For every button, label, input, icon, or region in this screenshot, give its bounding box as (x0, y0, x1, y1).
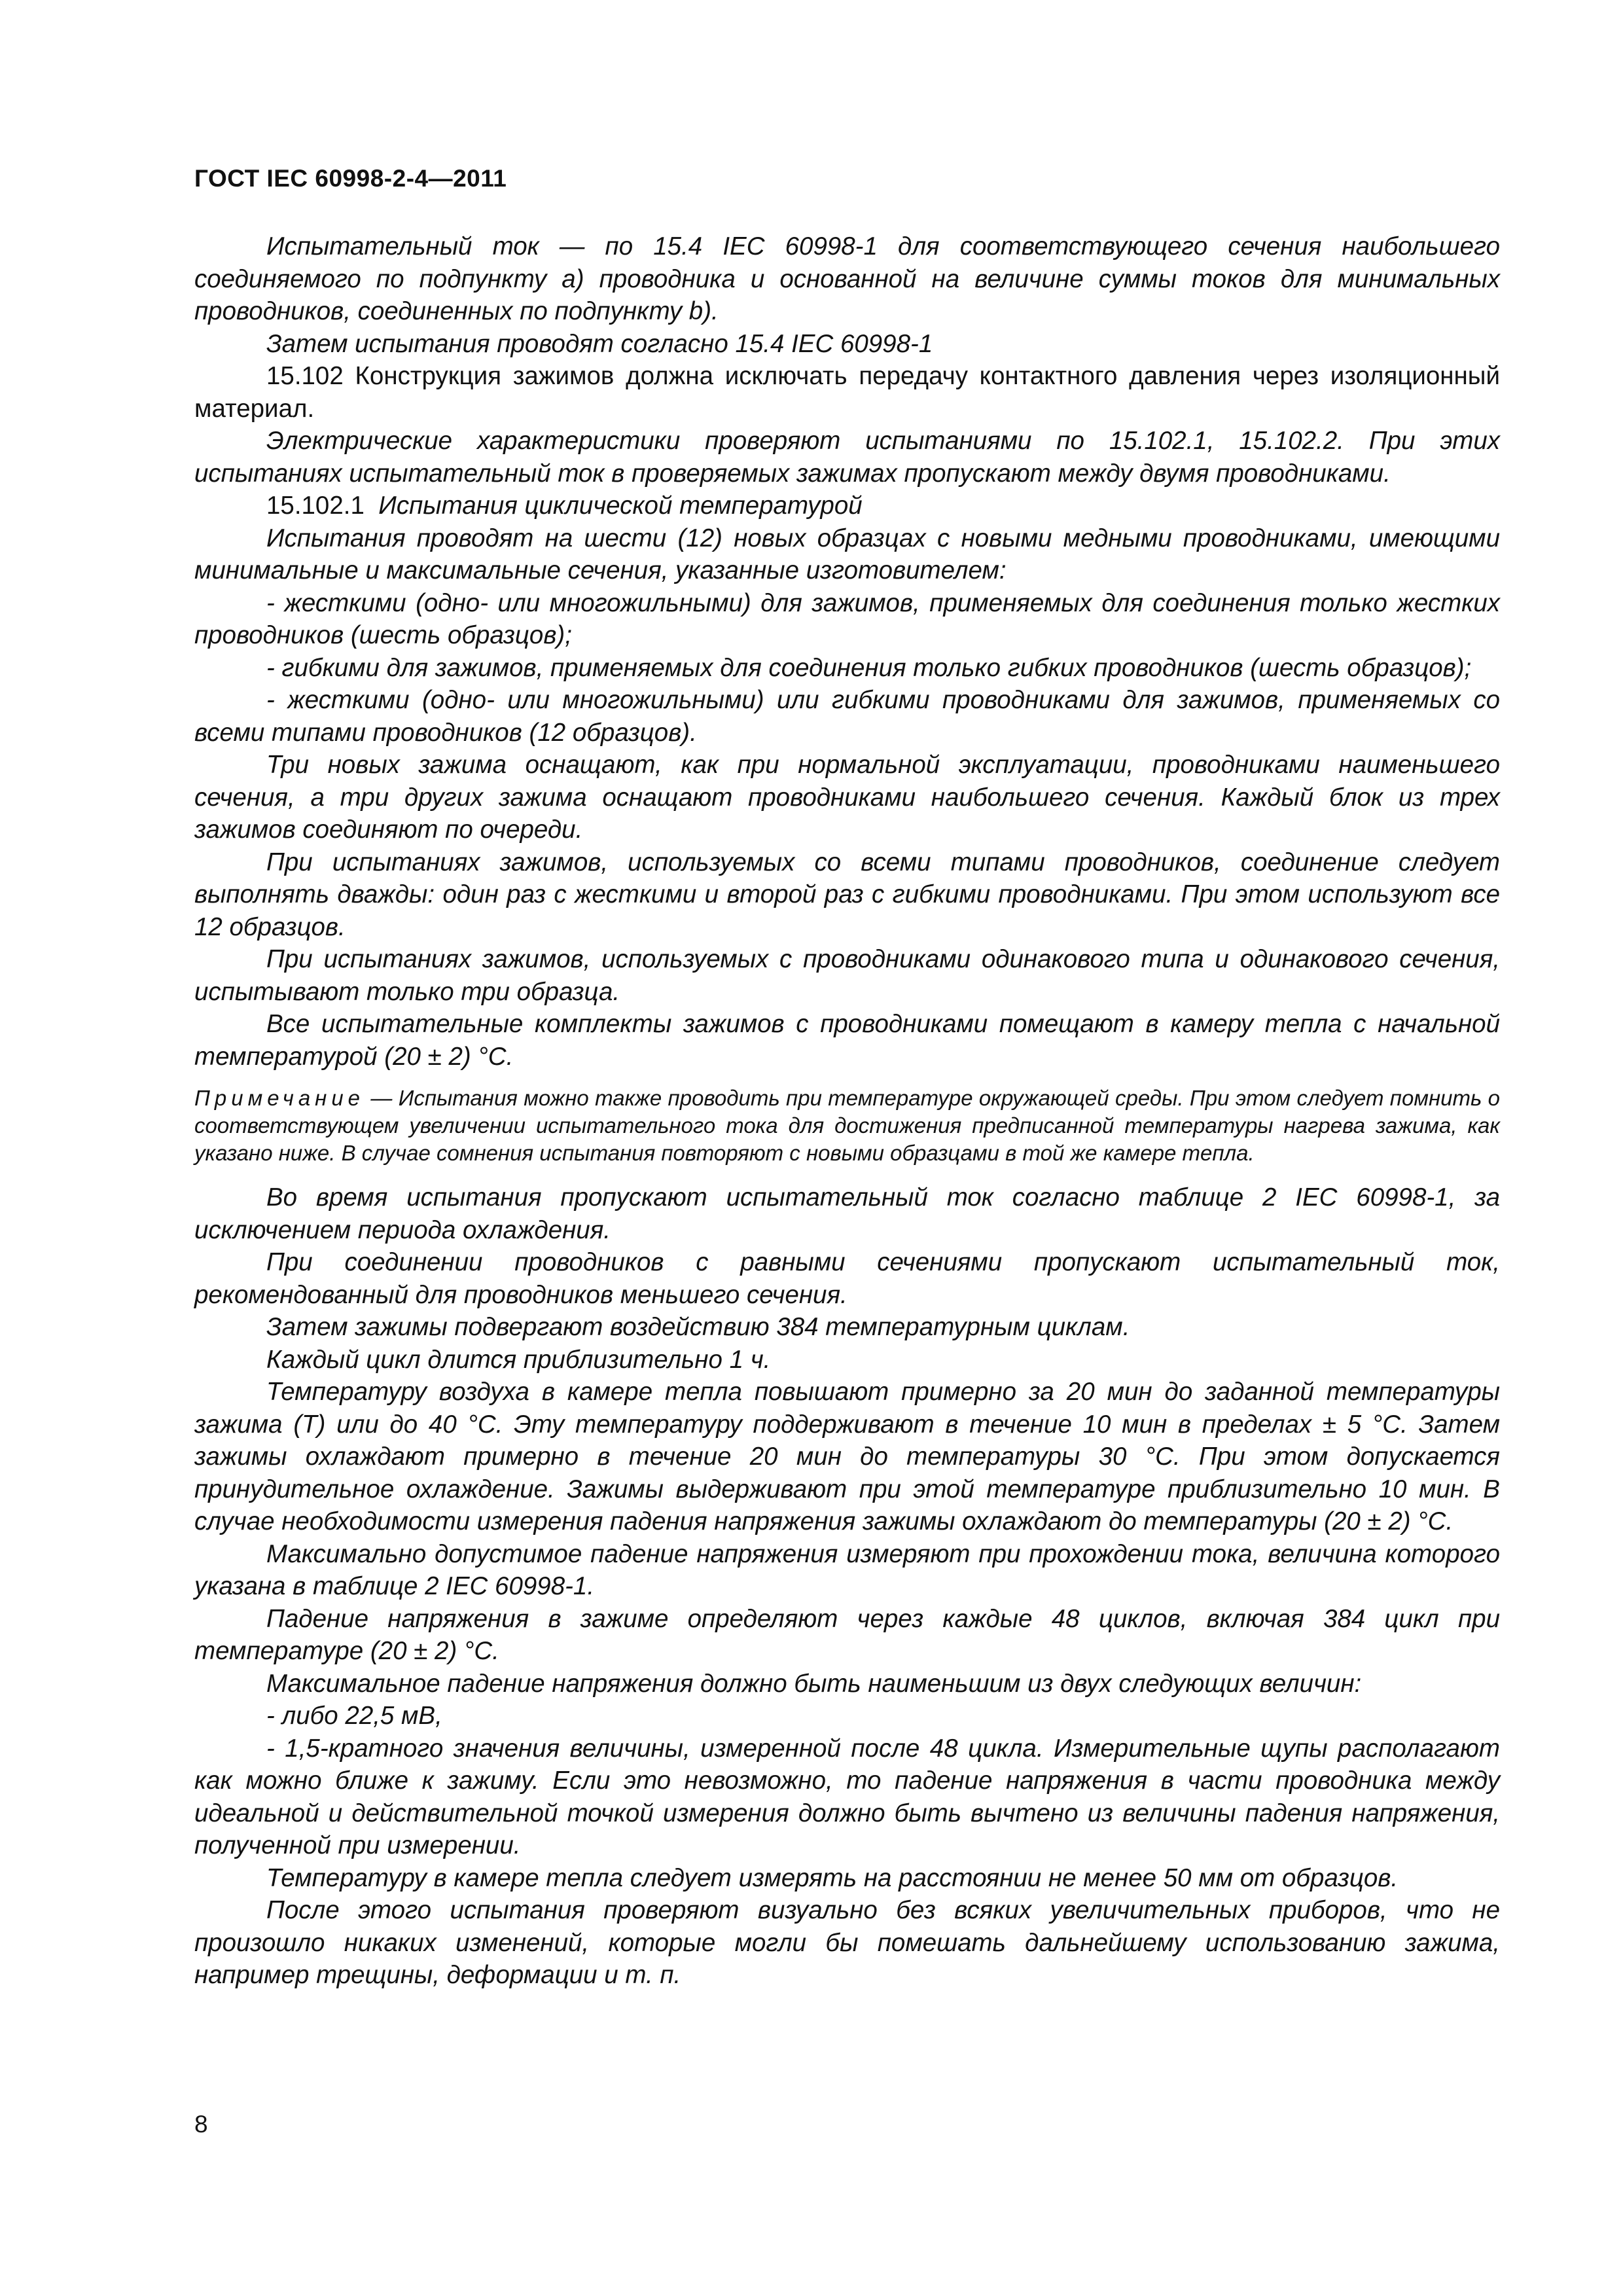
paragraph-same-type: При испытаниях зажимов, используемых с проводниками одинакового типа и одинакового сечения, испытывают только три образца. (194, 945, 1500, 1006)
paragraph-smallest-value: Максимальное падение напряжения должно быть наименьшим из двух следующих величин: (266, 1669, 1362, 1698)
paragraph-all-types-twice: При испытаниях зажимов, используемых со всеми типами проводников, соединение следует выполнять дважды: один раз с жесткими и второй раз с гибкими проводниками. При этом используют все 12 образцов. (194, 848, 1500, 941)
clause-15-102: 15.102 Конструкция зажимов должна исключать передачу контактного давления через изоляционный материал. (194, 362, 1500, 423)
list-item-all-types: - жесткими (одно- или многожильными) или гибкими проводниками для зажимов, применяемых со всеми типами проводников (12 образцов). (194, 686, 1500, 747)
document-body (194, 230, 1500, 1992)
note-text: — Испытания можно также проводить при температуре окружающей среды. При этом следует помнить о соответствующем увеличении испытательного тока для достижения предписанной температуры нагрева зажима, как указано ниже. В случае сомнения испытания повторяют с новыми образцами в той же камере тепла. (194, 1086, 1501, 1165)
paragraph-max-voltage-drop: Максимально допустимое падение напряжения измеряют при прохождении тока, величина которого указана в таблице 2 IEC 60998-1. (194, 1539, 1500, 1600)
note-label: Примечание (194, 1086, 365, 1110)
paragraph-voltage-drop-interval: Падение напряжения в зажиме определяют через каждые 48 циклов, включая 384 цикл при температуре (20 ± 2) °С. (194, 1604, 1500, 1665)
paragraph-tests-reference: Затем испытания проводят согласно 15.4 IEC 60998-1 (266, 329, 933, 358)
paragraph-visual-check: После этого испытания проверяют визуально без всяких увеличительных приборов, что не произошло никаких изменений, которые могли бы помешать дальнейшему использованию зажима, например трещины, деформации и т. п. (194, 1896, 1500, 1989)
paragraph-384-cycles: Затем зажимы подвергают воздействию 384 температурным циклам. (266, 1313, 1130, 1341)
list-item-22-5-mv: - либо 22,5 мВ, (266, 1702, 442, 1730)
paragraph-test-current-table: Во время испытания пропускают испытательный ток согласно таблице 2 IEC 60998-1, за исключением периода охлаждения. (194, 1183, 1500, 1244)
paragraph-heat-chamber: Все испытательные комплекты зажимов с проводниками помещают в камеру тепла с начальной температурой (20 ± 2) °С. (194, 1010, 1500, 1071)
clause-title: Испытания циклической температурой (378, 492, 863, 520)
paragraph-equal-sections: При соединении проводников с равными сечениями пропускают испытательный ток, рекомендованный для проводников меньшего сечения. (194, 1248, 1500, 1309)
paragraph-chamber-temperature: Температуру в камере тепла следует измерять на расстоянии не менее 50 мм от образцов. (266, 1863, 1399, 1892)
page-number: 8 (194, 2111, 208, 2138)
paragraph-electrical-characteristics: Электрические характеристики проверяют испытаниями по 15.102.1, 15.102.2. При этих испытаниях испытательный ток в проверяемых зажимах пропускают между двумя проводниками. (194, 427, 1500, 488)
document-header: ГОСТ IEC 60998-2-4—2011 (194, 165, 507, 192)
paragraph-samples: Испытания проводят на шести (12) новых образцах с новыми медными проводниками, имеющими минимальные и максимальные сечения, указанные изготовителем: (194, 524, 1500, 584)
list-item-1-5-times: - 1,5-кратного значения величины, измеренной после 48 цикла. Измерительные щупы располагают как можно ближе к зажиму. Если это невозможно, то падение напряжения в части проводника между идеальной и действительной точкой измерения должно быть вычтено из величины падения напряжения, полученной при измерении. (194, 1734, 1500, 1859)
paragraph-test-current: Испытательный ток — по 15.4 IEC 60998-1 для соответствующего сечения наибольшего соединяемого по подпункту а) проводника и основанной на величине суммы токов для минимальных проводников, соединенных по подпункту b). (194, 232, 1500, 325)
clause-15-102-1 (194, 490, 1500, 522)
list-item-rigid: - жесткими (одно- или многожильными) для зажимов, применяемых для соединения только жестких проводников (шесть образцов); (194, 588, 1500, 649)
paragraph-three-clamps: Три новых зажима оснащают, как при нормальной эксплуатации, проводниками наименьшего сечения, а три других зажима оснащают проводниками наибольшего сечения. Каждый блок из трех зажимов соединяют по очереди. (194, 751, 1500, 844)
paragraph-temperature-cycle: Температуру воздуха в камере тепла повышают примерно за 20 мин до заданной температуры зажима (Т) или до 40 °С. Эту температуру поддерживают в течение 10 мин в пределах ± 5 °С. Затем зажимы охлаждают примерно в течение 20 мин до температуры 30 °С. При этом допускается принудительное охлаждение. Зажимы выдерживают при этой температуре приблизительно 10 мин. В случае необходимости измерения падения напряжения зажимы охлаждают до температуры (20 ± 2) °С. (194, 1378, 1500, 1535)
clause-number: 15.102.1 (266, 492, 365, 520)
list-item-flexible: - гибкими для зажимов, применяемых для соединения только гибких проводников (шесть образцов); (266, 653, 1472, 682)
note (194, 1085, 1500, 1167)
paragraph-cycle-duration: Каждый цикл длится приблизительно 1 ч. (266, 1345, 771, 1374)
